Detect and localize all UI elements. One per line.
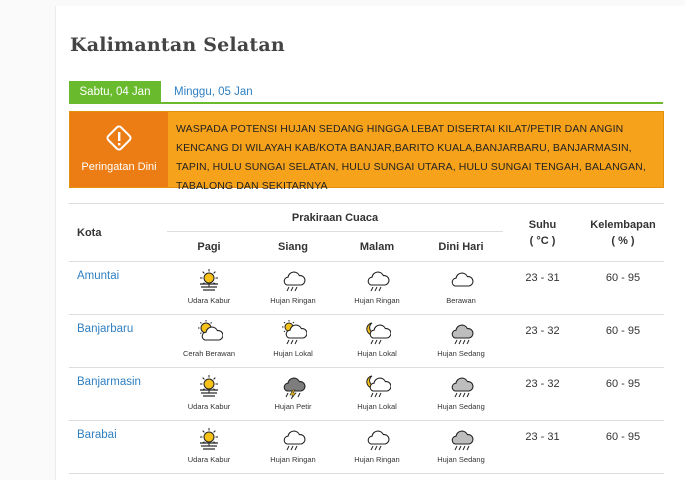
haze-icon bbox=[195, 266, 223, 294]
city-link[interactable]: Barabai bbox=[77, 429, 117, 441]
weather-label: Hujan Ringan bbox=[270, 296, 316, 305]
weather-label: Udara Kabur bbox=[187, 455, 231, 464]
header-dini-hari: Dini Hari bbox=[438, 240, 484, 253]
light-rain-icon bbox=[279, 425, 307, 453]
weather-label: Hujan Ringan bbox=[354, 455, 400, 464]
humidity-value: 60 - 95 bbox=[582, 315, 664, 368]
humidity-value: 60 - 95 bbox=[582, 368, 664, 421]
weather-label: Udara Kabur bbox=[187, 296, 231, 305]
partly-cloudy-icon bbox=[195, 319, 223, 347]
header-kelembapan bbox=[582, 204, 664, 262]
warning-label: Peringatan Dini bbox=[81, 161, 157, 173]
table-row bbox=[69, 315, 664, 368]
city-link[interactable]: Amuntai bbox=[77, 270, 120, 282]
cloudy-icon bbox=[447, 266, 475, 294]
light-rain-icon bbox=[279, 266, 307, 294]
weather-label: Cerah Berawan bbox=[182, 349, 236, 358]
moderate-rain-icon bbox=[447, 372, 475, 400]
day-tabs bbox=[69, 81, 663, 104]
haze-icon bbox=[195, 372, 223, 400]
moderate-rain-icon bbox=[447, 425, 475, 453]
tab-minggu[interactable]: Minggu, 05 Jan bbox=[174, 86, 253, 98]
table-row bbox=[69, 421, 664, 474]
header-kota: Kota bbox=[69, 204, 167, 262]
weather-cell bbox=[251, 421, 335, 474]
city-cell bbox=[69, 421, 167, 474]
light-rain-icon bbox=[363, 266, 391, 294]
header-siang: Siang bbox=[278, 240, 308, 253]
temperature-value: 23 - 31 bbox=[503, 421, 582, 474]
header-prakiraan: Prakiraan Cuaca bbox=[167, 204, 503, 232]
humidity-value: 60 - 95 bbox=[582, 421, 664, 474]
weather-cell bbox=[335, 315, 419, 368]
local-rain-night-icon bbox=[363, 372, 391, 400]
city-cell bbox=[69, 262, 167, 315]
haze-icon bbox=[195, 425, 223, 453]
header-suhu bbox=[503, 204, 582, 262]
weather-label: Hujan Lokal bbox=[273, 349, 313, 358]
header-kelembapan-label: Kelembapan bbox=[590, 218, 656, 231]
light-rain-icon bbox=[363, 425, 391, 453]
weather-cell bbox=[419, 368, 503, 421]
weather-cell bbox=[251, 368, 335, 421]
weather-label: Udara Kabur bbox=[187, 402, 231, 411]
weather-cell bbox=[419, 262, 503, 315]
tab-sabtu[interactable]: Sabtu, 04 Jan bbox=[69, 81, 161, 103]
weather-cell bbox=[419, 421, 503, 474]
warning-text: WASPADA POTENSI HUJAN SEDANG HINGGA LEBAT DISERTAI KILAT/PETIR DAN ANGIN KENCANG DI WILAYAH KAB/KOTA BANJAR,BARITO KUALA,BANJARBARU, BANJARMASIN, TAPIN, HULU SUNGAI SELATAN, HULU SUNGAI UTARA, HULU SUNGAI TENGAH, BALANGAN, TABALONG DAN SEKITARNYA bbox=[176, 123, 646, 192]
city-link[interactable]: Banjarbaru bbox=[77, 323, 134, 335]
moderate-rain-icon bbox=[447, 319, 475, 347]
weather-cell bbox=[167, 262, 251, 315]
header-suhu-label: Suhu bbox=[528, 218, 557, 231]
weather-label: Hujan Sedang bbox=[437, 349, 485, 358]
weather-label: Hujan Sedang bbox=[437, 402, 485, 411]
temperature-value: 23 - 32 bbox=[503, 315, 582, 368]
weather-label: Hujan Ringan bbox=[270, 455, 316, 464]
weather-label: Hujan Ringan bbox=[354, 296, 400, 305]
alert-diamond-icon bbox=[104, 123, 134, 153]
weather-label: Hujan Petir bbox=[274, 402, 312, 411]
table-row bbox=[69, 262, 664, 315]
weather-cell bbox=[335, 262, 419, 315]
humidity-value: 60 - 95 bbox=[582, 262, 664, 315]
weather-label: Hujan Sedang bbox=[437, 455, 485, 464]
header-pagi: Pagi bbox=[197, 240, 221, 253]
city-cell bbox=[69, 368, 167, 421]
warning-badge bbox=[70, 112, 168, 187]
city-link[interactable]: Banjarmasin bbox=[77, 376, 141, 388]
weather-cell bbox=[419, 315, 503, 368]
header-kelembapan-unit: ( % ) bbox=[611, 234, 635, 247]
header-malam: Malam bbox=[359, 240, 395, 253]
temperature-value: 23 - 32 bbox=[503, 368, 582, 421]
weather-cell bbox=[251, 315, 335, 368]
local-rain-night-icon bbox=[363, 319, 391, 347]
table-row bbox=[69, 368, 664, 421]
weather-label: Hujan Lokal bbox=[357, 349, 397, 358]
weather-cell bbox=[167, 368, 251, 421]
weather-label: Hujan Lokal bbox=[357, 402, 397, 411]
header-suhu-unit: ( °C ) bbox=[529, 234, 556, 247]
temperature-value: 23 - 31 bbox=[503, 262, 582, 315]
forecast-table bbox=[69, 203, 664, 474]
weather-cell bbox=[251, 262, 335, 315]
local-rain-icon bbox=[279, 319, 307, 347]
weather-cell bbox=[335, 421, 419, 474]
weather-cell bbox=[335, 368, 419, 421]
weather-label: Berawan bbox=[446, 296, 476, 305]
weather-cell bbox=[167, 421, 251, 474]
weather-cell bbox=[167, 315, 251, 368]
thunderstorm-icon bbox=[279, 372, 307, 400]
early-warning-banner bbox=[69, 111, 664, 192]
city-cell bbox=[69, 315, 167, 368]
page-title: Kalimantan Selatan bbox=[70, 34, 285, 56]
